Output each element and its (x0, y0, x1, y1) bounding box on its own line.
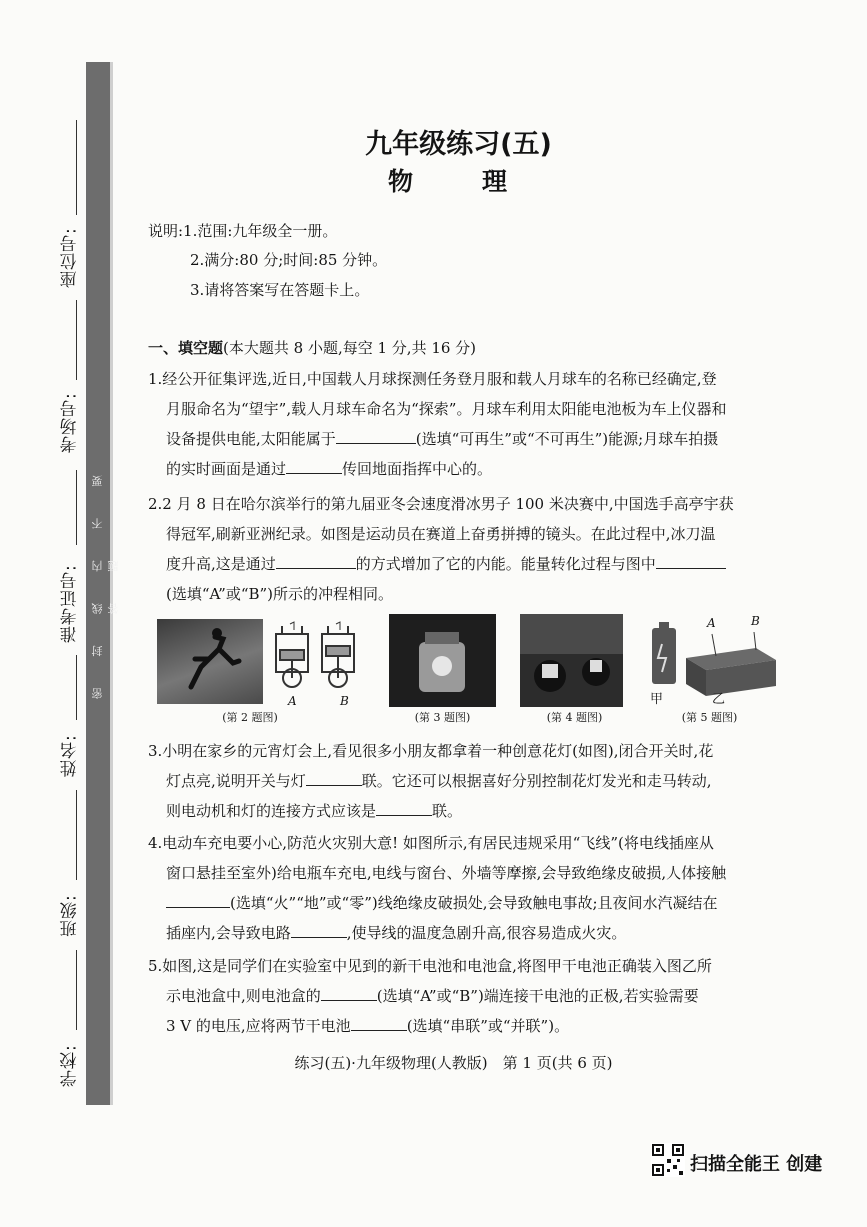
fig5-label-a: A (707, 616, 716, 630)
battery-holder-icon (686, 632, 776, 696)
scanner-watermark: 扫描全能王 创建 (690, 1154, 823, 1174)
fig5-label-b: B (751, 614, 760, 628)
q2-text-3b: 的方式增加了它的内能。能量转化过程与图中 (355, 555, 656, 573)
q5-blank-1[interactable] (321, 982, 377, 1001)
fig3-lantern-photo (389, 614, 496, 707)
class-line (76, 790, 77, 880)
q4-line-1: 4.电动车充电要小心,防范火灾别大意! 如图所示,有居民违规采用“飞线”(将电线插座从 (148, 834, 714, 852)
q3-line-2 (148, 766, 788, 796)
name-line (76, 655, 77, 720)
note-line-2: 2.满分:80 分;时间:85 分钟。 (190, 251, 388, 269)
q1-line-4 (148, 454, 788, 484)
seat-label: 座位号: (60, 227, 81, 288)
fig5-caption: (第 5 题图) (681, 711, 738, 724)
q3-text-2a: 灯点亮,说明开关与灯 (166, 772, 306, 790)
q4-line-4 (148, 918, 788, 948)
exam-room-line (76, 300, 77, 380)
fig2-label-a: A (288, 694, 297, 708)
q5-line-3 (148, 1011, 788, 1041)
fig4-charging-photo (520, 614, 623, 707)
exam-room-label: 考场号: (60, 392, 81, 453)
section-heading (148, 337, 476, 358)
q4-line-2: 窗口悬挂至室外)给电瓶车充电,电线与窗台、外墙等摩擦,会导致绝缘皮破损,人体接触 (166, 864, 727, 882)
fig2-skater-photo (157, 619, 263, 704)
section-detail: (本大题共 8 小题,每空 1 分,共 16 分) (223, 339, 477, 357)
q3-blank-1[interactable] (306, 767, 362, 786)
school-line (76, 950, 77, 1030)
subject-title: 物 理 (387, 167, 529, 196)
fig2-caption: (第 2 题图) (222, 711, 278, 724)
q1-text-3b: (选填“可再生”或“不可再生”)能源;月球车拍摄 (415, 430, 719, 448)
scooter-icon (520, 614, 623, 707)
q1-text-4b: 传回地面指挥中心的。 (342, 460, 493, 478)
section-title: 一、填空题 (148, 339, 224, 357)
admission-label: 准考证号: (60, 564, 81, 643)
q1-text-3a: 设备提供电能,太阳能属于 (166, 430, 336, 448)
question-2 (148, 489, 788, 609)
q2-text-3a: 度升高,这是通过 (166, 555, 276, 573)
page-title: 九年级练习(五) (365, 129, 552, 160)
note-line-1: 说明:1.范围:九年级全一册。 (148, 222, 338, 240)
school-label: 学校: (60, 1044, 81, 1087)
class-label: 班级: (60, 894, 81, 937)
q2-line-4: (选填“A”或“B”)所示的冲程相同。 (166, 585, 394, 603)
page-footer: 练习(五)·九年级物理(人教版) 第 1 页(共 6 页) (294, 1054, 613, 1072)
q4-line-3 (148, 888, 788, 918)
fig2-engine-strokes (270, 620, 360, 705)
question-1 (148, 364, 788, 484)
q3-text-3b: 联。 (432, 802, 463, 820)
name-label: 姓名: (60, 734, 81, 777)
battery-icon (652, 622, 676, 684)
q2-blank-2[interactable] (656, 550, 726, 569)
q3-line-1: 3.小明在家乡的元宵灯会上,看见很多小朋友都拿着一种创意花灯(如图),闭合开关时,花 (148, 742, 714, 760)
q2-line-3 (148, 549, 788, 579)
q4-text-4a: 插座内,会导致电路 (166, 924, 291, 942)
fig3-caption: (第 3 题图) (414, 711, 471, 724)
q1-blank-1[interactable] (336, 425, 416, 444)
admission-line (76, 470, 77, 545)
question-3 (148, 736, 788, 826)
q2-line-1: 2.2 月 8 日在哈尔滨举行的第九届亚冬会速度滑冰男子 100 米决赛中,中国选手高亭宇获 (148, 495, 734, 513)
q4-text-4b: ,使导线的温度急剧升高,很容易造成火灾。 (346, 924, 627, 942)
q4-blank-2[interactable] (291, 919, 347, 938)
fig5-label-yi: 乙 (712, 692, 726, 707)
q1-line-1: 1.经公开征集评选,近日,中国载人月球探测任务登月服和载人月球车的名称已经确定,登 (148, 370, 717, 388)
q5-line-1: 5.如图,这是同学们在实验室中见到的新干电池和电池盒,将图甲干电池正确装入图乙所 (148, 957, 712, 975)
q3-line-3 (148, 796, 788, 826)
q5-blank-2[interactable] (351, 1012, 407, 1031)
q5-text-3a: 3 V 的电压,应将两节干电池 (166, 1017, 351, 1035)
q5-text-2b: (选填“A”或“B”)端连接干电池的正极,若实验需要 (376, 987, 699, 1005)
q1-line-2: 月服命名为“望宇”,载人月球车命名为“探索”。月球车利用太阳能电池板为车上仪器和 (166, 400, 727, 418)
fig5-label-jia: 甲 (650, 692, 664, 707)
q5-text-2a: 示电池盒中,则电池盒的 (166, 987, 321, 1005)
q3-text-3a: 则电动机和灯的连接方式应该是 (166, 802, 377, 820)
q1-text-4a: 的实时画面是通过 (166, 460, 287, 478)
q1-line-3 (148, 424, 788, 454)
q4-text-3b: (选填“火”“地”或“零”)线绝缘皮破损处,会导致触电事故;且夜间水汽凝结在 (230, 894, 718, 912)
q4-blank-1[interactable] (166, 889, 230, 908)
q1-blank-2[interactable] (286, 455, 342, 474)
q2-blank-1[interactable] (276, 550, 356, 569)
q5-text-3b: (选填“串联”或“并联”)。 (406, 1017, 570, 1035)
question-4 (148, 828, 788, 948)
fig4-caption: (第 4 题图) (546, 711, 603, 724)
lantern-icon (389, 614, 496, 707)
fig2-label-b: B (340, 694, 349, 708)
q3-blank-2[interactable] (376, 797, 432, 816)
skater-icon (157, 619, 263, 704)
q3-text-2b: 联。它还可以根据喜好分别控制花灯发光和走马转动, (361, 772, 712, 790)
q5-line-2 (148, 981, 788, 1011)
question-5 (148, 951, 788, 1041)
qr-code-icon (651, 1143, 685, 1177)
q2-line-2: 得冠军,刷新亚洲纪录。如图是运动员在赛道上奋勇拼搏的镜头。在此过程中,冰刀温 (166, 525, 716, 543)
note-line-3: 3.请将答案写在答题卡上。 (190, 281, 370, 299)
seal-line-text: 密 封 线 内 不 要 答 题 (91, 461, 120, 699)
